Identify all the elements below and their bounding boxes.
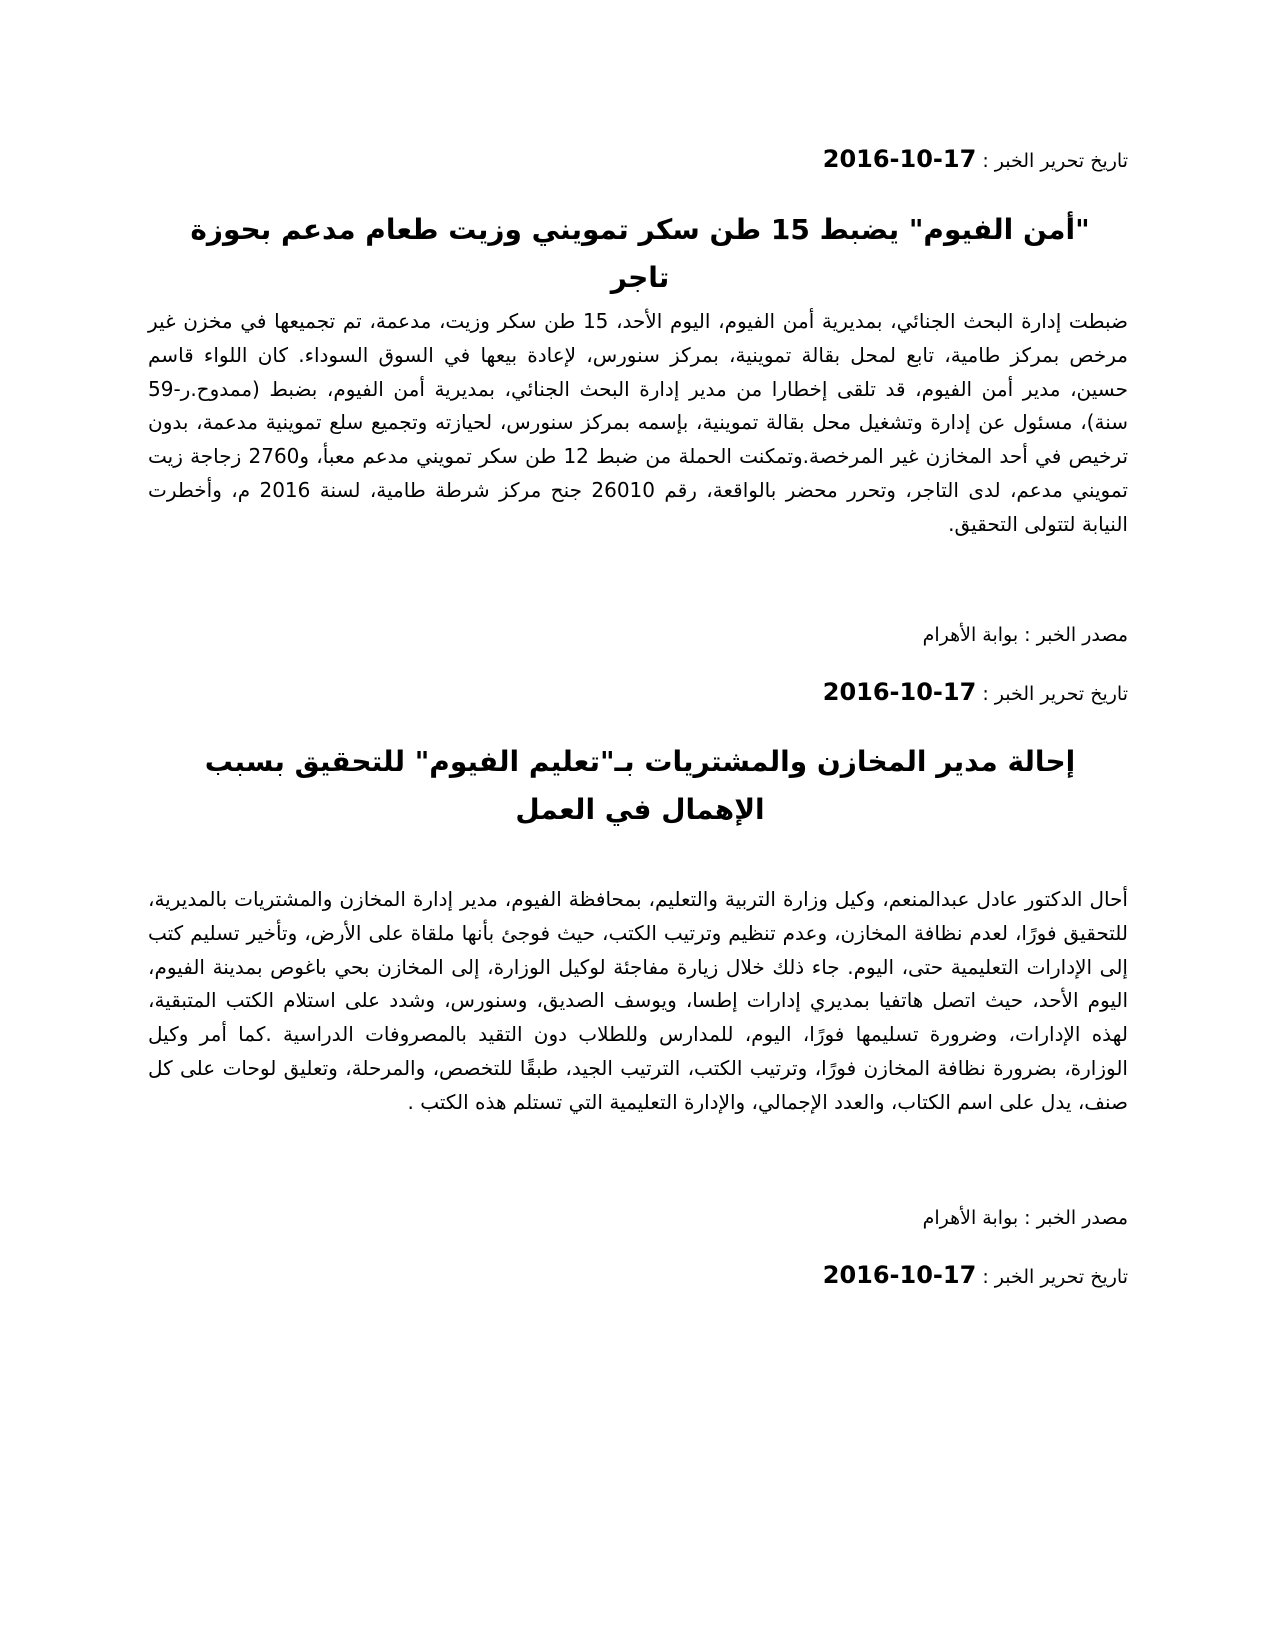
date-value: 2016-10-17 <box>822 678 977 706</box>
trailing-date-line <box>148 1260 1128 1292</box>
date-value: 2016-10-17 <box>822 145 977 173</box>
article-1-title: "أمن الفيوم" يضبط 15 طن سكر تمويني وزيت طعام مدعم بحوزة تاجر <box>190 213 1090 294</box>
date-label: تاريخ تحرير الخبر : <box>982 1266 1128 1288</box>
article-2-source: مصدر الخبر : بوابة الأهرام <box>922 1207 1128 1229</box>
article-2-title: إحالة مدير المخازن والمشتريات بـ"تعليم الفيوم" للتحقيق بسبب الإهمال في العمل <box>204 745 1076 826</box>
article-2-date-line <box>148 677 1128 709</box>
article-1-body: ضبطت إدارة البحث الجنائي، بمديرية أمن الفيوم، اليوم الأحد، 15 طن سكر وزيت، مدعمة، تم تجميعها في مخزن غير مرخص بمركز طامية، تابع لمحل بقالة تموينية، بمركز سنورس، لإعادة بيعها في السوق السوداء. كان اللواء قاسم حسين، مدير أمن الفيوم، قد تلقى إخطارا من مدير إدارة البحث الجنائي، بمديرية أمن الفيوم، بضبط (ممدوح.ر-59 سنة)، مسئول عن إدارة وتشغيل محل بقالة تموينية، بإسمه بمركز سنورس، لحيازته وتجميع سلع تموينية مدعمة، بدون ترخيص في أحد المخازن غير المرخصة.وتمكنت الحملة من ضبط 12 طن سكر تمويني مدعم معبأ، و2760 زجاجة زيت تمويني مدعم، لدى التاجر، وتحرر محضر بالواقعة، رقم 26010 جنح مركز شرطة طامية، لسنة 2016 م، وأخطرت النيابة لتتولى التحقيق. <box>148 309 1129 536</box>
date-value: 2016-10-17 <box>822 1261 977 1289</box>
article-1-date-line <box>148 144 1128 176</box>
article-2-body: أحال الدكتور عادل عبدالمنعم، وكيل وزارة التربية والتعليم، بمحافظة الفيوم، مدير إدارة المخازن والمشتريات بالمديرية، للتحقيق فورًا، لعدم نظافة المخازن، وعدم تنظيم وترتيب الكتب، حيث فوجئ بأنها ملقاة على الأرض، وتأخير تسليم كتب إلى الإدارات التعليمية حتى، اليوم. جاء ذلك خلال زيارة مفاجئة لوكيل الوزارة، إلى المخازن بحي باغوص بمدينة الفيوم، اليوم الأحد، حيث اتصل هاتفيا بمديري إدارات إطسا، ويوسف الصديق، وسنورس، وشدد على استلام الكتب المتبقية، لهذه الإدارات، وضرورة تسليمها فورًا، اليوم، للمدارس وللطلاب دون التقيد بالمصروفات الدراسية .كما أمر وكيل الوزارة، بضرورة نظافة المخازن فورًا، وترتيب الكتب، الترتيب الجيد، طبقًا للتخصص، والمرحلة، وتعليق لوحات على كل صنف، يدل على اسم الكتاب، والعدد الإجمالي، والإدارة التعليمية التي تستلم هذه الكتب . <box>148 887 1128 1114</box>
date-label: تاريخ تحرير الخبر : <box>982 150 1128 172</box>
article-1-source: مصدر الخبر : بوابة الأهرام <box>922 624 1128 646</box>
date-label: تاريخ تحرير الخبر : <box>982 683 1128 705</box>
